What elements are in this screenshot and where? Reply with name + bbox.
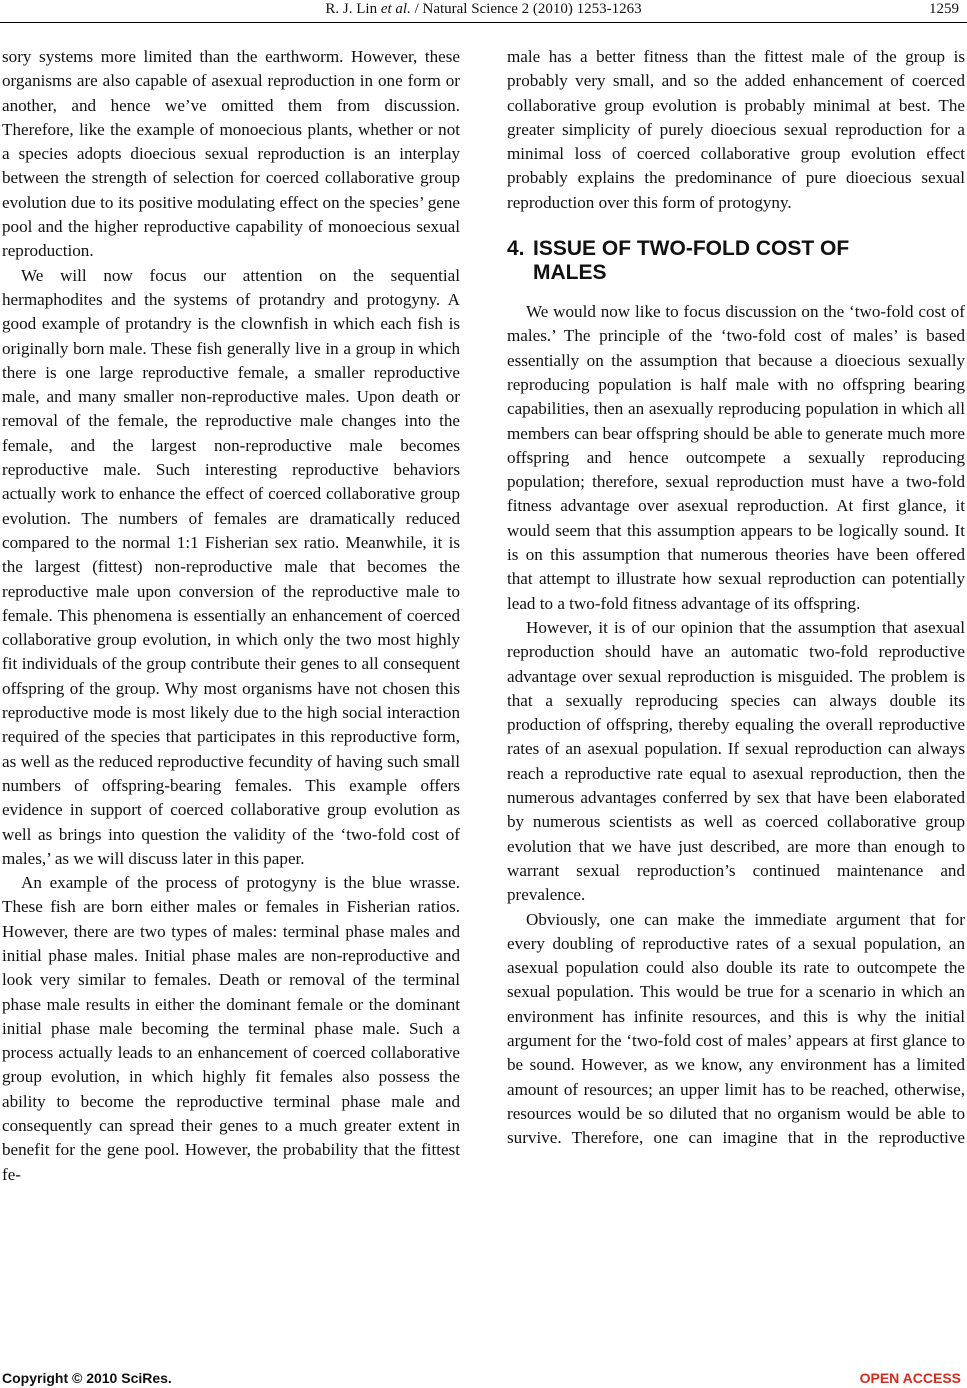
page-footer: [0, 1368, 967, 1388]
body-paragraph: An example of the process of protogyny is the blue wrasse. These fish are born either males or females in Fisherian ratios. However, there are two types of males: terminal phase males and initial phase males. Initial phase males are non-reproductive and look very similar to females. Death or removal of the terminal phase male results in either the dominant female or the dominant initial phase male becoming the terminal phase male. Such a process actually leads to an enhancement of coerced collaborative group evolution, in which highly fit females also possess the ability to become the reproductive terminal phase male and consequently can spread their genes to a much greater extent in benefit for the gene pool. However, the probability that the fittest fe-: [2, 873, 460, 1184]
copyright-notice: Copyright © 2010 SciRes.: [2, 1370, 172, 1386]
body-paragraph: Obviously, one can make the immediate argument that for every doubling of reproductive rates of a sexual population, an asexual population could also double its rate to outcompete the sexual population. This would be true for a scenario in which an environment has infinite resources, and this is why the initial argument for the ‘two-fold cost of males’ appears at first glance to be sound. However, as we know, any environment has a limited amount of resources; an upper limit has to be reached, otherwise, resources would be so diluted that no organism would be able to survive. Therefore, one can imagine that in the reproductive: [507, 909, 965, 1148]
body-paragraph: We would now like to focus discussion on the ‘two-fold cost of males.’ The principle of the ‘two-fold cost of males’ is based essentially on the assumption that because a dioecious sexually reproducing population is half male with no offspring bearing capabilities, then an asexually reproducing population in which all members can bear offspring should be able to generate much more offspring and hence outcompete a sexually reproducing population; therefore, sexual reproduction must have a two-fold fitness advantage over asexual reproduction. At first glance, it would seem that this assumption appears to be logically sound. It is on this assumption that numerous theories have been offered that attempt to illustrate how sexual reproduction can potentially lead to a two-fold fitness advantage of its offspring.: [507, 302, 965, 613]
section-title-line1: ISSUE OF TWO-FOLD COST OF: [533, 237, 850, 261]
section-number: 4.: [507, 237, 525, 261]
left-column: [2, 45, 460, 1187]
page-number: 1259: [929, 1, 959, 17]
open-access-label: OPEN ACCESS: [859, 1370, 961, 1386]
header-authors: R. J. Lin: [325, 1, 381, 17]
body-paragraph: We will now focus our attention on the sequential hermaphodites and the systems of protandry and protogyny. A good example of protandry is the clownfish in which each fish is originally born male. These fish generally live in a group in which there is one large reproductive female, a smaller reproductive male, and many smaller non-reproductive males. Upon death or removal of the female, the reproductive male changes into the female, and the largest non-reproductive male becomes reproductive male. Such interesting reproductive behaviors actually work to enhance the effect of coerced collaborative group evolution. The numbers of females are dramatically reduced compared to the normal 1:1 Fisherian sex ratio. Meanwhile, it is the largest (fittest) non-reproductive male that becomes the reproductive male upon conversion of the reproductive male to female. This phenomena is essentially an enhancement of coerced collaborative group evolution, in which only the two most highly fit individuals of the group contribute their genes to all consequent offspring of the group. Why most organisms have not chosen this reproductive mode is most likely due to the high social interaction required of the species that participates in this reproductive form, as well as the reduced reproductive fecundity of having such small numbers of offspring-bearing females. This example offers evidence in support of coerced collaborative group evolution as well as brings into question the validity of the ‘two-fold cost of males,’ as we will discuss later in this paper.: [2, 265, 460, 868]
running-title: [0, 1, 967, 18]
header-divider: [0, 22, 967, 23]
header-etal: et al.: [380, 1, 411, 17]
right-column: [507, 45, 965, 1150]
body-paragraph: sory systems more limited than the earthworm. However, these organisms are also capable of asexual reproduction in one form or another, and hence we’ve omitted them from discussion. Therefore, like the example of monoecious plants, whether or not a species adopts dioecious sexual reproduction is an interplay between the strength of selection for coerced collaborative group evolution due to its positive modulating effect on the species’ gene pool and the higher reproductive capability of monoecious sexual reproduction.: [2, 47, 460, 261]
section-title-line2: MALES: [533, 261, 607, 285]
running-header: [0, 0, 967, 24]
section-heading: [507, 237, 965, 285]
body-paragraph: male has a better fitness than the fittest male of the group is probably very small, and so the added enhancement of coerced collaborative group evolution is probably minimal at best. The greater simplicity of purely dioecious sexual reproduction for a minimal loss of coerced collaborative group evolution effect probably explains the predominance of pure dioecious sexual reproduction over this form of protogyny.: [507, 47, 965, 212]
header-journal: / Natural Science 2 (2010) 1253-1263: [410, 1, 642, 17]
body-paragraph: However, it is of our opinion that the assumption that asexual reproduction should have an automatic two-fold reproductive advantage over sexual reproduction is misguided. The problem is that a sexually reproducing species can always double its production of offspring, thereby equaling the overall reproductive rates of an asexual population. If sexual reproduction can always reach a reproductive rate equal to asexual reproduction, then the numerous advantages conferred by sex that have been elaborated by numerous scientists as well as coerced collaborative group evolution that we have just described, are more than enough to warrant sexual reproduction’s continued maintenance and prevalence.: [507, 617, 965, 905]
